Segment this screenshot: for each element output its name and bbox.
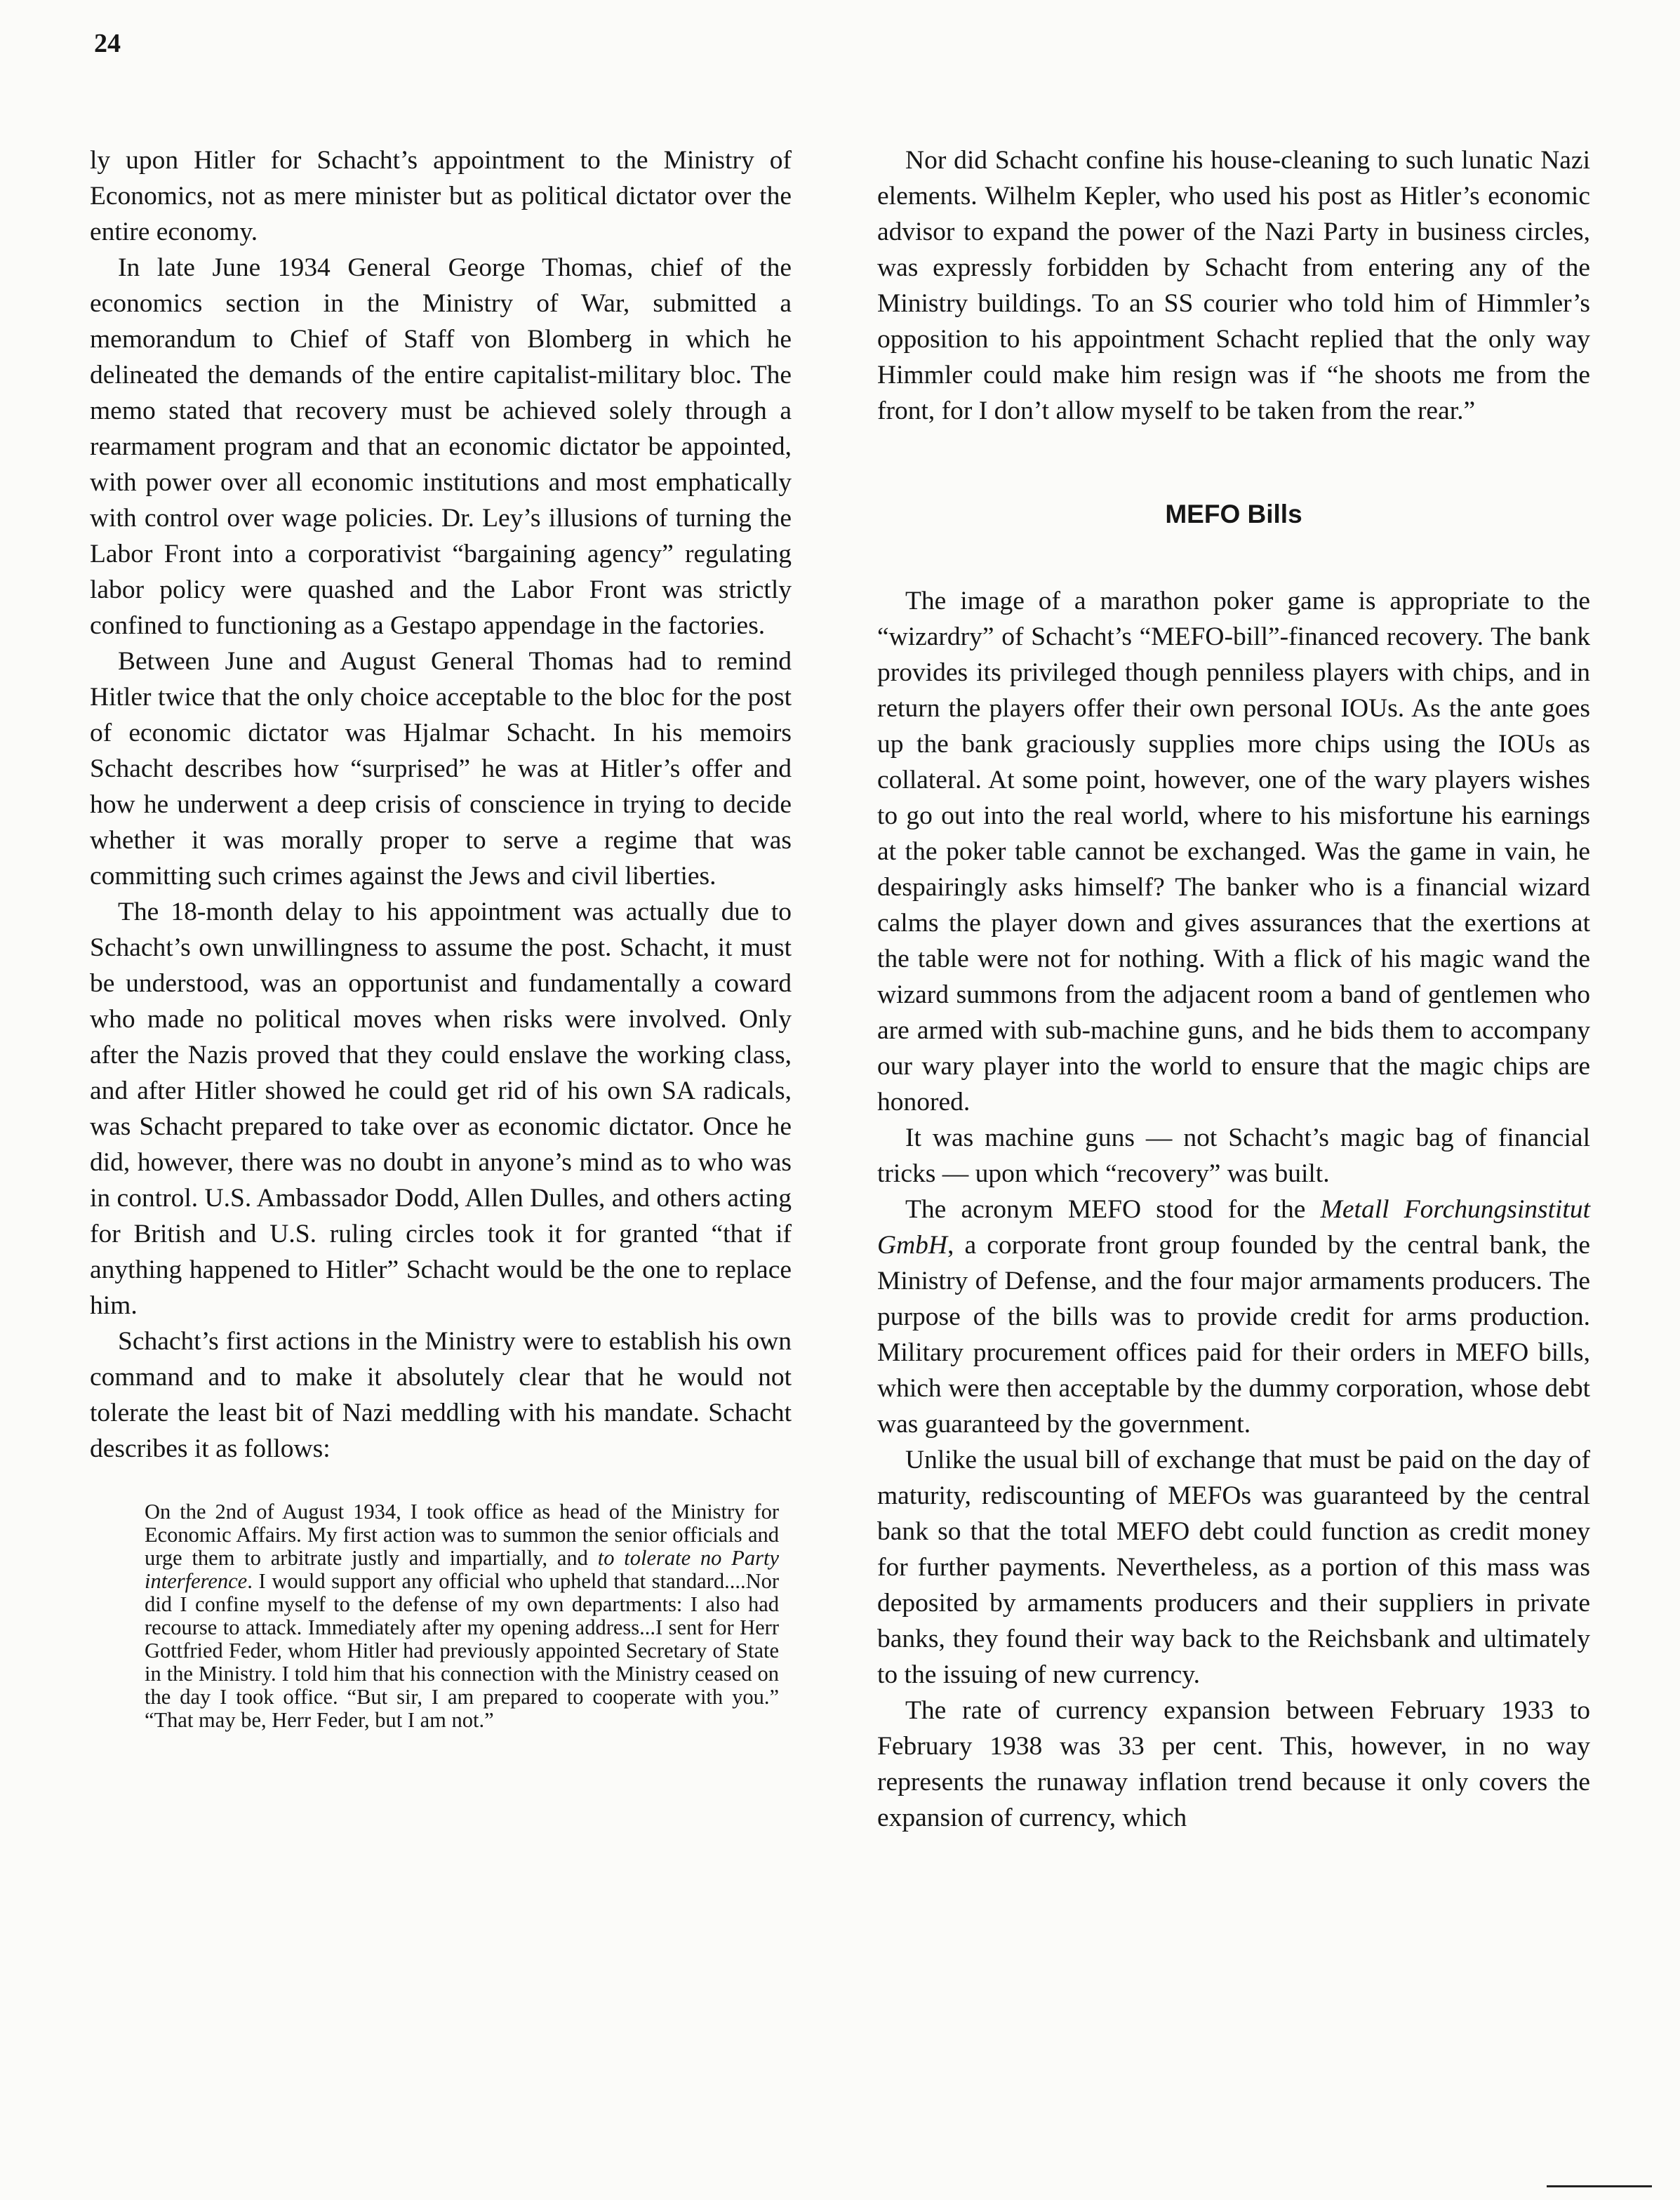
right-column bbox=[877, 142, 1590, 1836]
paragraph-text: The acronym MEFO stood for the bbox=[905, 1195, 1321, 1224]
block-quote bbox=[145, 1500, 779, 1732]
left-column bbox=[90, 142, 792, 1732]
paragraph: Between June and August General Thomas had to remind Hitler twice that the only choice acceptable to the bloc for the post of economic dictator was Hjalmar Schacht. In his memoirs Schacht describes how “surprised” he was at Hitler’s offer and how he underwent a deep crisis of conscience in trying to decide whether it was morally proper to serve a regime that was committing such crimes against the Jews and civil liberties. bbox=[90, 647, 792, 891]
quote-text: . I would support any official who upheld that standard....Nor did I confine myself to the defense of my own departments: I also had recourse to attack. Immediately after my opening address...I sent for Herr Gottfried Feder, whom Hitler had previously appointed Secretary of State in the Ministry. I told him that his connection with the Ministry ceased on the day I took office. “But sir, I am prepared to cooperate with you.” “That may be, Herr Feder, but I am not.” bbox=[145, 1569, 779, 1732]
quote-text: On the 2nd of August 1934, I took office as head of the Ministry for Economic Affairs. My first action was to summon the senior officials and urge them to arbitrate justly and impartially, and bbox=[145, 1500, 779, 1570]
paragraph: The 18-month delay to his appointment was actually due to Schacht’s own unwillingness to assume the post. Schacht, it must be understood, was an opportunist and fundamentally a coward who made no political moves when risks were involved. Only after the Nazis proved that they could enslave the working class, and after Hitler showed he could get rid of his own SA radicals, was Schacht prepared to take over as economic dictator. Once he did, however, there was no doubt in anyone’s mind as to who was in control. U.S. Ambassador Dodd, Allen Dulles, and others acting for British and U.S. ruling circles took it for granted “that if anything happened to Hitler” Schacht would be the one to replace him. bbox=[90, 898, 792, 1320]
paragraph: ly upon Hitler for Schacht’s appointment to the Ministry of Economics, not as mere minister but as political dictator over the entire economy. bbox=[90, 146, 792, 246]
bottom-rule bbox=[1547, 2185, 1652, 2187]
paragraph-text: , a corporate front group founded by the central bank, the Ministry of Defense, and the four major armaments producers. The purpose of the bills was to provide credit for arms production. Military procurement offices paid for their orders in MEFO bills, which were then acceptable by the dummy corporation, whose debt was guaranteed by the government. bbox=[877, 1231, 1590, 1439]
paragraph-emphasis: Metall Forchungsinstitut GmbH bbox=[877, 1195, 1591, 1260]
paragraph: The image of a marathon poker game is appropriate to the “wizardry” of Schacht’s “MEFO-bill”-financed recovery. The bank provides its privileged though penniless players with chips, and in return the players offer their own personal IOUs. As the ante goes up the bank graciously supplies more chips using the IOUs as collateral. At some point, however, one of the wary players wishes to go out into the real world, where to his misfortune his earnings at the poker table cannot be exchanged. Was the game in vain, he despairingly asks himself? The banker who is a financial wizard calms the player down and gives assurances that the exertions at the table were not for nothing. With a flick of his magic wand the wizard summons from the adjacent room a band of gentlemen who are armed with sub-machine guns, and he bids them to accompany our wary player into the world to ensure that the magic chips are honored. bbox=[877, 587, 1590, 1116]
paragraph: It was machine guns — not Schacht’s magic bag of financial tricks — upon which “recovery” was built. bbox=[877, 1124, 1590, 1188]
paragraph: Unlike the usual bill of exchange that must be paid on the day of maturity, rediscounting of MEFOs was guaranteed by the central bank so that the total MEFO debt could function as credit money for further payments. Nevertheless, as a portion of this mass was deposited by armaments producers and their suppliers in private banks, they found their way back to the Reichsbank and ultimately to the issuing of new currency. bbox=[877, 1446, 1590, 1689]
paragraph: The rate of currency expansion between February 1933 to February 1938 was 33 per cent. This, however, in no way represents the runaway inflation trend because it only covers the expansion of currency, which bbox=[877, 1696, 1590, 1832]
paragraph: In late June 1934 General George Thomas, chief of the economics section in the Ministry of War, submitted a memorandum to Chief of Staff von Blomberg in which he delineated the demands of the entire capitalist-military bloc. The memo stated that recovery must be achieved solely through a rearmament program and that an economic dictator be appointed, with power over all economic institutions and most emphatically with control over wage policies. Dr. Ley’s illusions of turning the Labor Front into a corporativist “bargaining agency” regulating labor policy were quashed and the Labor Front was strictly confined to functioning as a Gestapo appendage in the factories. bbox=[90, 253, 792, 640]
quote-emphasis: to tolerate no Party interference bbox=[145, 1546, 779, 1593]
page-number: 24 bbox=[94, 29, 121, 58]
paragraph: Nor did Schacht confine his house-cleaning to such lunatic Nazi elements. Wilhelm Kepler, who used his post as Hitler’s economic advisor to expand the power of the Nazi Party in business circles, was expressly forbidden by Schacht from entering any of the Ministry buildings. To an SS courier who told him of Himmler’s opposition to his appointment Schacht replied that the only way Himmler could make him resign was if “he shoots me from the front, for I don’t allow myself to be taken from the rear.” bbox=[877, 146, 1590, 425]
section-heading: MEFO Bills bbox=[1165, 500, 1302, 528]
paragraph: Schacht’s first actions in the Ministry were to establish his own command and to make it absolutely clear that he would not tolerate the least bit of Nazi meddling with his mandate. Schacht describes it as follows: bbox=[90, 1327, 792, 1463]
paragraph bbox=[877, 1192, 1590, 1442]
